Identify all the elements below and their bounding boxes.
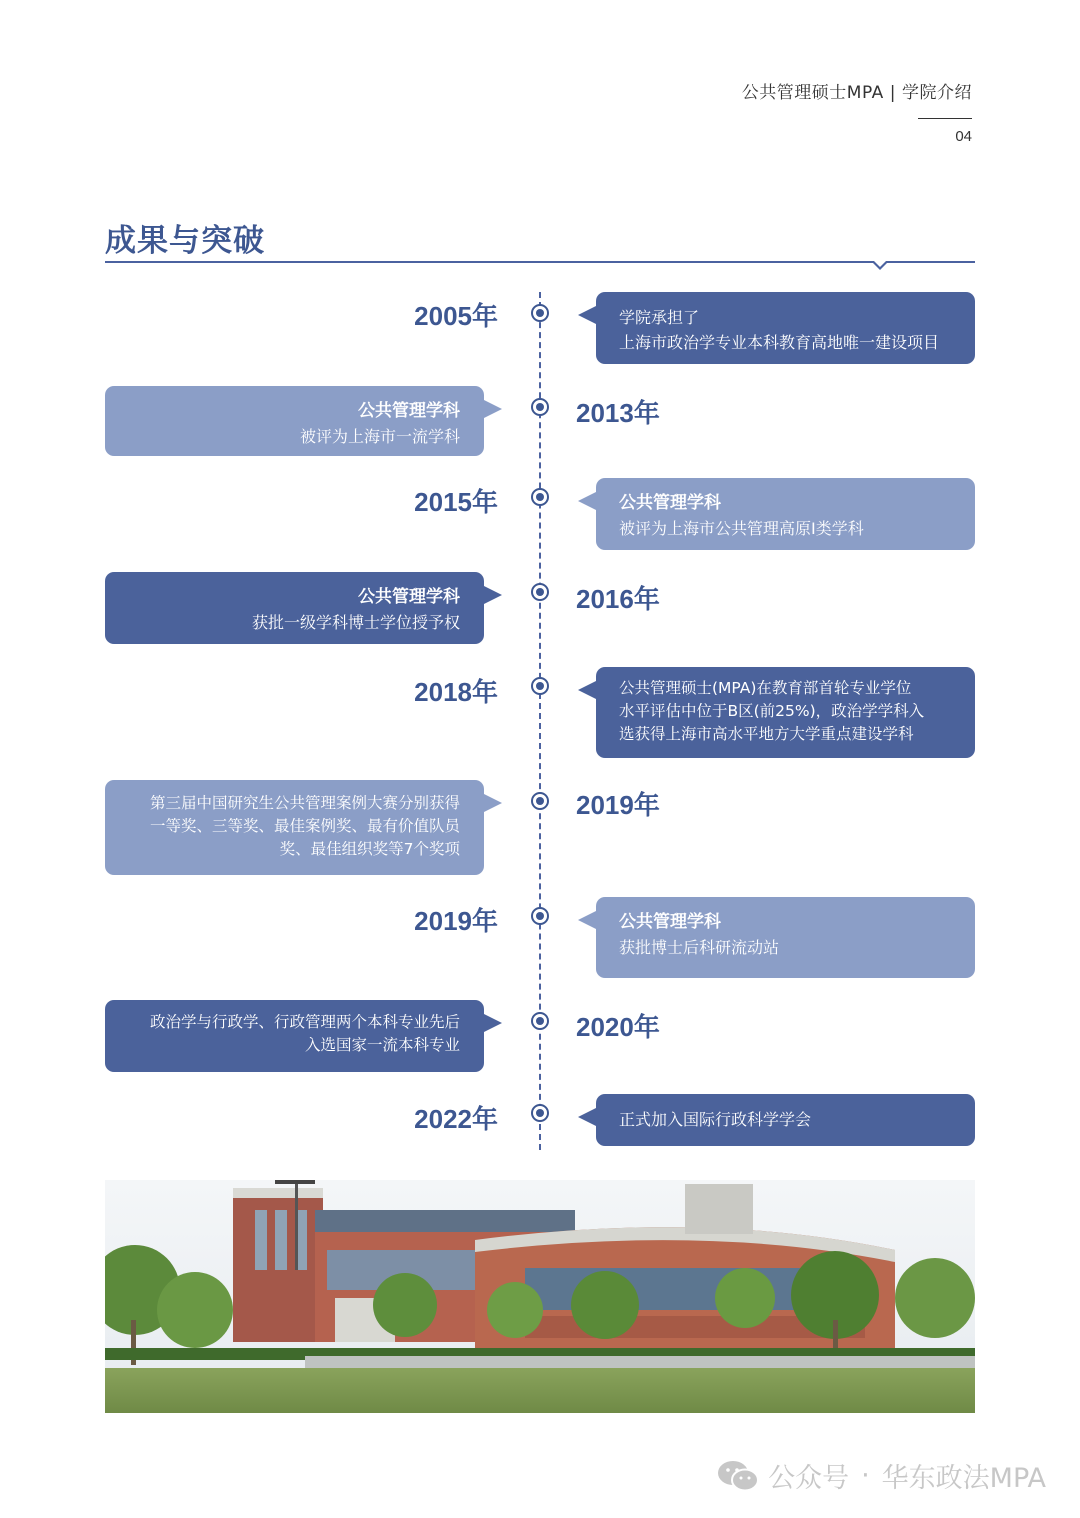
entry-heading: 公共管理学科 xyxy=(358,401,460,421)
entry-heading: 公共管理学科 xyxy=(358,587,460,607)
page-number: 04 xyxy=(955,128,972,145)
entry-line: 正式加入国际行政科学学会 xyxy=(619,1110,812,1129)
entry-line: 被评为上海市公共管理高原Ⅰ类学科 xyxy=(619,519,864,538)
entry-line: 被评为上海市一流学科 xyxy=(299,427,460,446)
entry-line: 第三届中国研究生公共管理案例大赛分别获得 xyxy=(149,794,460,812)
timeline-year: 2020年 xyxy=(576,1012,660,1042)
timeline-year: 2019年 xyxy=(576,790,660,820)
header-separator: | xyxy=(889,83,896,103)
timeline-entry-box xyxy=(596,1094,975,1146)
section-title: 成果与突破 xyxy=(105,223,265,259)
timeline-dot xyxy=(531,583,549,601)
entry-line: 政治学与行政学、行政管理两个本科专业先后 xyxy=(149,1013,460,1031)
timeline-year: 2016年 xyxy=(576,584,660,614)
timeline-entry-box xyxy=(596,292,975,364)
watermark-account-name: 华东政法MPA xyxy=(881,1463,1046,1494)
timeline-year: 2013年 xyxy=(576,398,660,428)
timeline-dot xyxy=(531,1104,549,1122)
entry-heading: 公共管理学科 xyxy=(619,912,721,932)
timeline-entry-box xyxy=(105,386,484,456)
entry-line: 奖、最佳组织奖等7个奖项 xyxy=(279,840,460,858)
timeline-year: 2015年 xyxy=(414,487,498,517)
entry-line: 公共管理硕士(MPA)在教育部首轮专业学位 xyxy=(619,679,912,697)
entry-line: 水平评估中位于B区(前25%)，政治学学科入 xyxy=(619,702,925,720)
header-section: 学院介绍 xyxy=(902,83,972,103)
header-program: 公共管理硕士MPA xyxy=(741,83,884,103)
timeline-dot xyxy=(531,907,549,925)
timeline-year: 2018年 xyxy=(414,677,498,707)
wechat-icon xyxy=(716,1459,760,1493)
campus-building-illustration xyxy=(105,1180,975,1413)
timeline-dot xyxy=(531,398,549,416)
watermark-prefix: 公众号 xyxy=(768,1463,850,1494)
timeline-entry-box xyxy=(596,667,975,758)
timeline-entry-box xyxy=(596,897,975,978)
timeline-entry-box xyxy=(596,478,975,550)
timeline-year: 2022年 xyxy=(414,1104,498,1134)
watermark-dot: · xyxy=(861,1460,870,1491)
header-rule xyxy=(918,118,972,119)
timeline-entry-box xyxy=(105,572,484,644)
campus-building-photo xyxy=(105,1180,975,1413)
timeline-dot xyxy=(531,488,549,506)
timeline-dot xyxy=(531,1012,549,1030)
timeline-entry-box xyxy=(105,780,484,875)
entry-line: 学院承担了 xyxy=(619,308,700,327)
entry-heading: 公共管理学科 xyxy=(619,493,721,513)
timeline-dot xyxy=(531,304,549,322)
timeline-entry-box xyxy=(105,1000,484,1072)
timeline-year: 2019年 xyxy=(414,906,498,936)
entry-line: 获批博士后科研流动站 xyxy=(619,938,780,957)
entry-line: 入选国家一流本科专业 xyxy=(304,1036,460,1054)
entry-line: 获批一级学科博士学位授予权 xyxy=(251,613,460,632)
header-title xyxy=(742,78,972,103)
section-rule xyxy=(105,261,975,263)
timeline-dot xyxy=(531,677,549,695)
entry-line: 选获得上海市高水平地方大学重点建设学科 xyxy=(619,725,914,743)
wechat-watermark xyxy=(716,1456,1046,1495)
section-rule-notch xyxy=(872,262,888,270)
timeline-dot xyxy=(531,792,549,810)
entry-line: 上海市政治学专业本科教育高地唯一建设项目 xyxy=(619,333,940,352)
timeline-year: 2005年 xyxy=(414,301,498,331)
entry-line: 一等奖、三等奖、最佳案例奖、最有价值队员 xyxy=(149,817,460,835)
